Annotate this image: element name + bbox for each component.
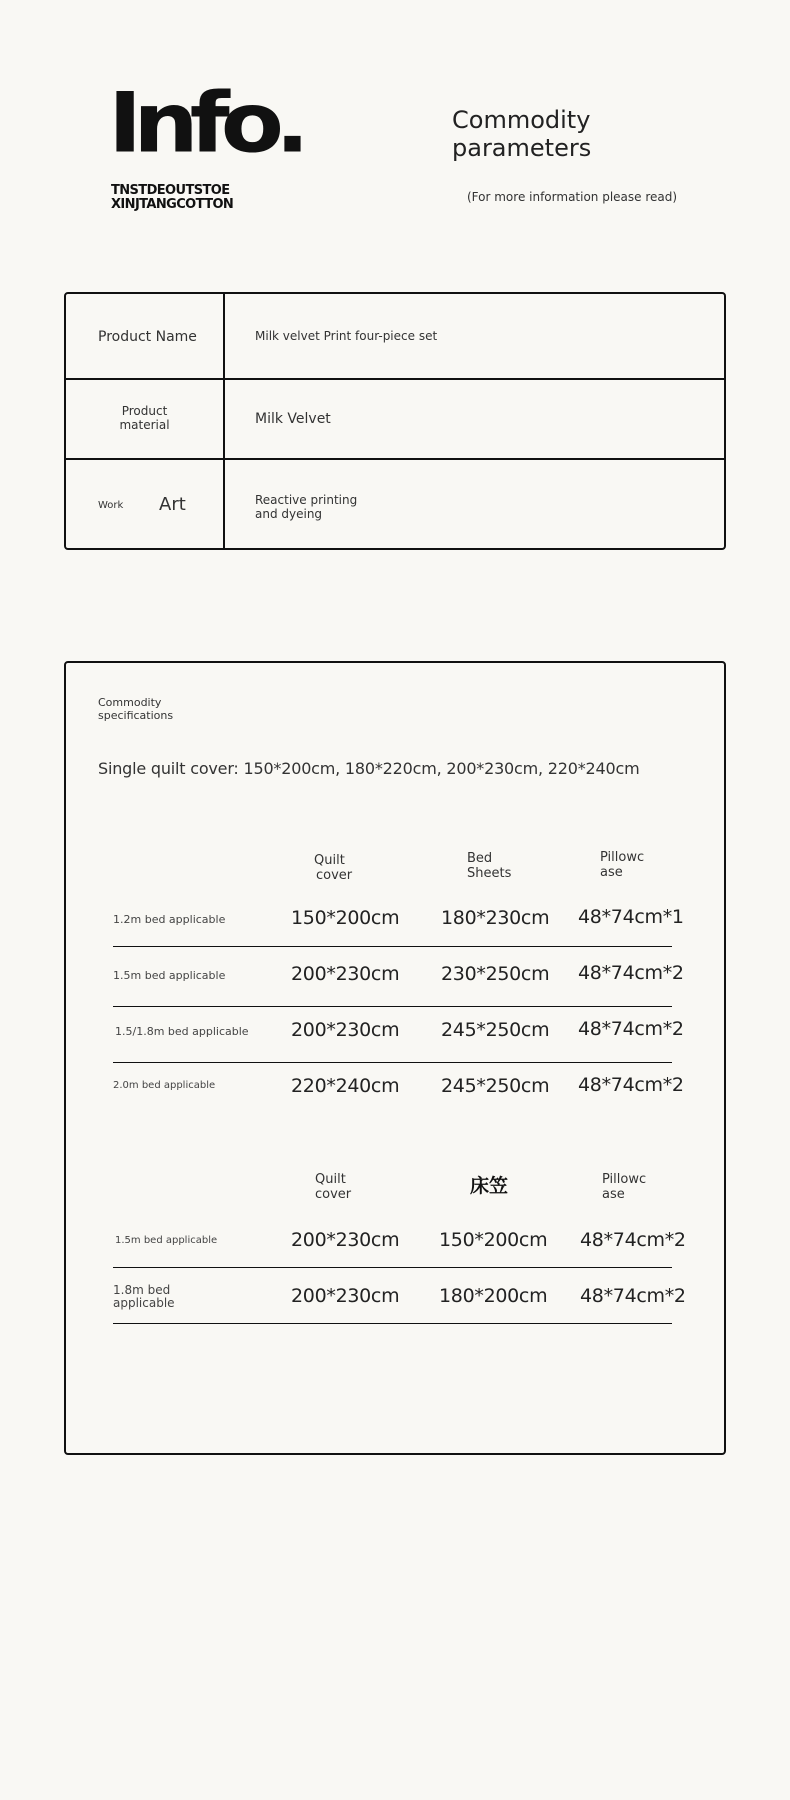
- quilt-sizes-summary: Single quilt cover: 150*200cm, 180*220cm, 200*230cm, 220*240cm: [98, 759, 640, 778]
- page-title: [452, 106, 591, 162]
- bed-sheet-size: 245*250cm: [441, 1019, 550, 1041]
- product-material-label-line2: material: [119, 418, 170, 432]
- pillowcase-size: 48*74cm*1: [578, 906, 684, 928]
- product-material-label-line1: Product: [121, 404, 168, 418]
- row-divider: [113, 1267, 672, 1268]
- quilt-cover-size: 200*230cm: [291, 1285, 400, 1307]
- row-label: 1.2m bed applicable: [113, 913, 226, 926]
- product-material-value: Milk Velvet: [255, 411, 331, 427]
- pillowcase-size: 48*74cm*2: [578, 962, 684, 984]
- bed-sheet-size: 180*230cm: [441, 907, 550, 929]
- work-art-label-small: Work: [98, 500, 124, 511]
- work-art-value: [255, 493, 357, 521]
- product-name-value: Milk velvet Print four-piece set: [255, 329, 438, 343]
- page-title-line2: parameters: [452, 134, 592, 162]
- row-divider: [113, 946, 672, 947]
- col-header-line1: Quilt: [314, 853, 345, 868]
- pillowcase-size: 48*74cm*2: [580, 1229, 686, 1251]
- col-header-line2: cover: [315, 1187, 352, 1202]
- brand-subtitle-line1: TNSTDEOUTSTOE: [111, 183, 230, 198]
- brand-subtitle-line2: XINJTANGCOTTON: [111, 197, 234, 212]
- quilt-cover-size: 220*240cm: [291, 1075, 400, 1097]
- row-divider: [113, 1062, 672, 1063]
- product-info-table: [64, 292, 726, 550]
- product-name-label: Product Name: [98, 329, 197, 345]
- product-material-label: [66, 404, 223, 432]
- quilt-cover-size: 150*200cm: [291, 907, 400, 929]
- row-divider: [113, 1006, 672, 1007]
- col-header-line1: Quilt: [315, 1172, 346, 1187]
- row-label-line1: 1.8m bed: [113, 1283, 171, 1297]
- col-header-line1: Pillowc: [600, 850, 645, 865]
- col-header-line2: Sheets: [467, 866, 512, 881]
- specifications-heading-line1: Commodity: [98, 696, 162, 709]
- col-header-pillowcase: [600, 850, 644, 880]
- brand-logo: Info.: [108, 74, 301, 172]
- row-label: 1.5/1.8m bed applicable: [115, 1025, 249, 1038]
- col-header-line2: cover: [316, 868, 353, 883]
- col-header-fitted-sheet: 床笠: [470, 1175, 509, 1197]
- fitted-sheet-size: 150*200cm: [439, 1229, 548, 1251]
- col-header-bed-sheets: [467, 851, 511, 881]
- col-header-quilt-cover: [315, 1172, 351, 1202]
- row-divider: [113, 1323, 672, 1324]
- row-label-line2: applicable: [113, 1296, 175, 1310]
- quilt-cover-size: 200*230cm: [291, 1229, 400, 1251]
- bed-sheet-size: 245*250cm: [441, 1075, 550, 1097]
- pillowcase-size: 48*74cm*2: [578, 1018, 684, 1040]
- info-note: (For more information please read): [467, 190, 678, 204]
- pillowcase-size: 48*74cm*2: [578, 1074, 684, 1096]
- col-header-line1: Bed: [467, 851, 493, 866]
- specifications-panel: [64, 661, 726, 1455]
- row-label: 1.5m bed applicable: [115, 1235, 218, 1246]
- table-divider: [66, 458, 724, 460]
- col-header-line2: ase: [602, 1187, 625, 1202]
- specifications-heading: [98, 696, 173, 722]
- fitted-sheet-size: 180*200cm: [439, 1285, 548, 1307]
- row-label: 1.5m bed applicable: [113, 969, 226, 982]
- specifications-heading-line2: specifications: [98, 709, 174, 722]
- col-header-line2: ase: [600, 865, 623, 880]
- row-label: [113, 1284, 175, 1310]
- page-title-line1: Commodity: [452, 106, 591, 134]
- work-art-value-line2: and dyeing: [255, 507, 323, 521]
- table-divider: [223, 294, 225, 548]
- work-art-label-big: Art: [159, 494, 186, 515]
- table-divider: [66, 378, 724, 380]
- quilt-cover-size: 200*230cm: [291, 963, 400, 985]
- pillowcase-size: 48*74cm*2: [580, 1285, 686, 1307]
- col-header-line1: Pillowc: [602, 1172, 647, 1187]
- col-header-pillowcase: [602, 1172, 646, 1202]
- work-art-value-line1: Reactive printing: [255, 493, 358, 507]
- row-label: 2.0m bed applicable: [113, 1080, 216, 1091]
- bed-sheet-size: 230*250cm: [441, 963, 550, 985]
- col-header-quilt-cover: [314, 853, 352, 883]
- quilt-cover-size: 200*230cm: [291, 1019, 400, 1041]
